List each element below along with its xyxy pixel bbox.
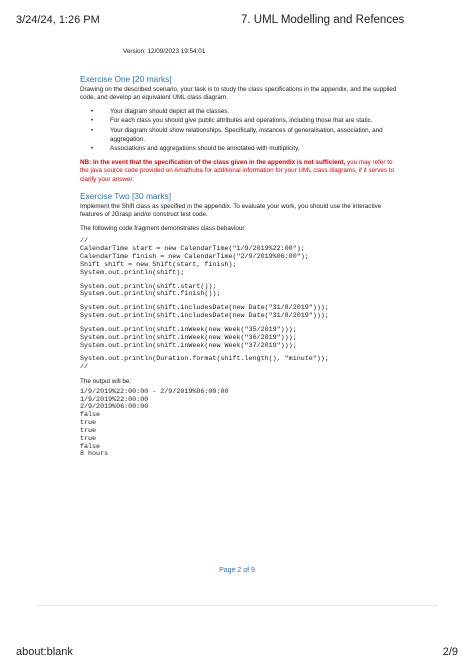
print-url: about:blank [16, 646, 73, 658]
list-item [89, 108, 398, 117]
code-line: System.out.println(shift); [80, 268, 185, 277]
code-block [80, 238, 398, 372]
output-line: 1/9/2019%22:00:00 [80, 395, 149, 404]
output-line: false [80, 411, 101, 420]
code-line: // [80, 237, 89, 246]
output-line: true [80, 434, 97, 443]
code-line: // [80, 363, 89, 372]
code-line: CalendarTime start = new CalendarTime("1/9/2019%22:00"); [80, 245, 305, 254]
list-item [89, 117, 398, 126]
code-line: System.out.println(shift.start()); [80, 282, 217, 291]
output-line: 8 hours [80, 450, 109, 459]
bullet-icon: • [91, 107, 94, 115]
exercise-two-intro: Implement the Shift class as specified in the appendix. To evaluate your work, you should use the interactive features of JGrasp and/or construct test code. [80, 202, 382, 219]
print-page-count: 2/9 [442, 646, 458, 658]
page-divider [36, 605, 438, 606]
output-line: false [80, 442, 101, 451]
document-page [80, 48, 398, 463]
code-line: System.out.println(shift.inWeek(new Week("35/2019"))); [80, 325, 297, 334]
code-fragment-intro: The following code fragment demonstrates class behaviour: [80, 224, 247, 232]
output-line: true [80, 419, 97, 428]
code-line: System.out.println(shift.inWeek(new Week("36/2019"))); [80, 333, 297, 342]
list-item-text: Associations and aggregations should be annotated with multiplicity. [110, 145, 300, 153]
code-line: System.out.println(shift.inWeek(new Week("37/2019"))); [80, 341, 297, 350]
code-line: System.out.println(shift.includesDate(new Date("31/8/2019"))); [80, 304, 329, 313]
note-emphasis: NB: In the event that the specification of the class given in the appendix is not sufficient, [80, 158, 346, 166]
bullet-icon: • [91, 117, 94, 125]
code-line: System.out.println(shift.includesDate(new Date("31/8/2019"))); [80, 312, 329, 321]
print-date: 3/24/24, 1:26 PM [16, 14, 100, 26]
output-line: 2/9/2019%06:00:00 [80, 403, 149, 412]
exercise-one-intro: Drawing on the described scenario, your task is to study the class specifications in the appendix, and the supplied code, and develop an equivalent UML class diagram. [80, 85, 397, 102]
code-line: Shift shift = new Shift(start, finish); [80, 260, 237, 269]
exercise-one-bullets [80, 108, 398, 154]
output-line: 1/9/2019%22:00:00 - 2/9/2019%06:00:00 [80, 387, 229, 396]
version-line: Version: 12/09/2023 19:54:01 [123, 48, 206, 55]
list-item-text: Your diagram should show relationships. Specifically, instances of generalisation, association, and aggregation. [110, 126, 383, 143]
bullet-icon: • [91, 126, 94, 134]
note-text: you may refer to the java source code provided on Amathuba for additional information for your UML class diagrams, if it serves to clarify your answer. [80, 158, 395, 183]
page-number: Page 2 of 9 [219, 567, 255, 574]
list-item [89, 145, 398, 154]
code-line: CalendarTime finish = new CalendarTime("2/9/2019%06:00"); [80, 253, 309, 261]
list-item-text: Your diagram should depict all the classes. [110, 107, 230, 115]
exercise-one-heading: Exercise One [20 marks] [80, 73, 172, 84]
exercise-two-heading: Exercise Two [30 marks] [80, 190, 172, 201]
output-label: The output will be: [80, 378, 132, 386]
code-line: System.out.println(Duration.format(shift.length(), "minute")); [80, 355, 329, 364]
exercise-one-note [80, 159, 398, 185]
print-title: 7. UML Modelling and Refences [241, 14, 405, 26]
bullet-icon: • [91, 145, 94, 153]
list-item [89, 127, 398, 144]
output-block [80, 389, 398, 460]
output-line: true [80, 426, 97, 435]
list-item-text: For each class you should give public attributes and operations, including those that are static. [110, 117, 373, 125]
code-line: System.out.println(shift.finish()); [80, 290, 221, 299]
print-header [16, 14, 458, 30]
